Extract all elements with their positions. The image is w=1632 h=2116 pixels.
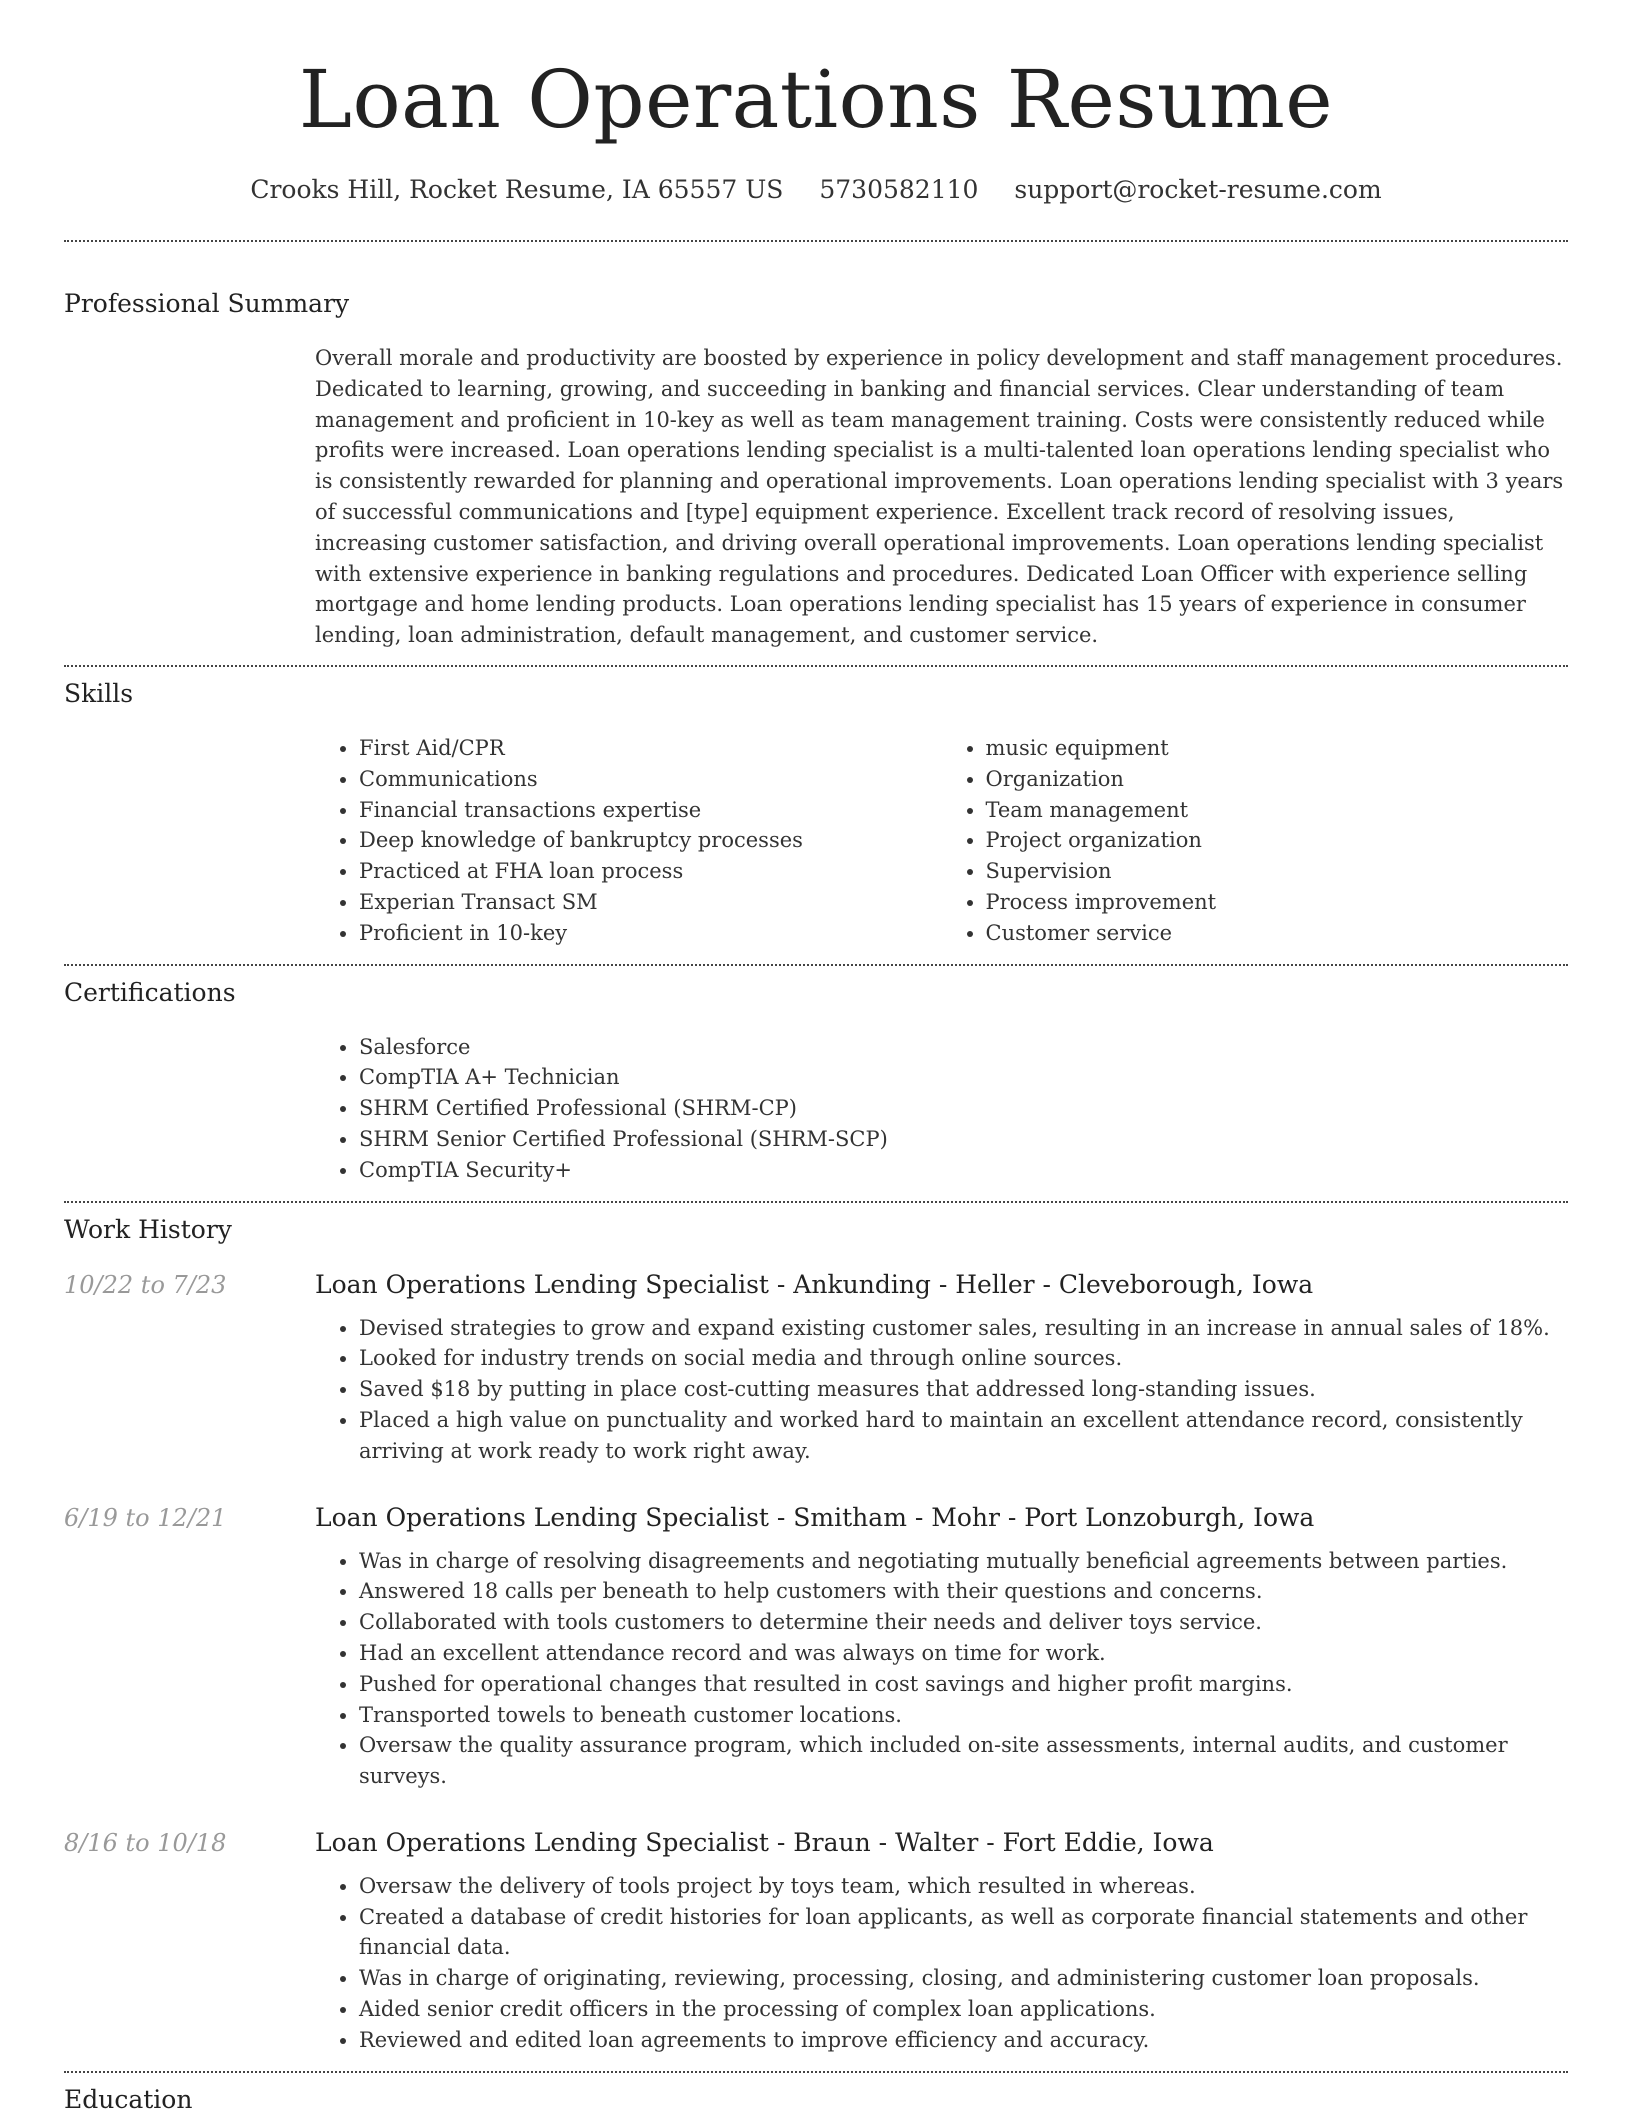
list-item: • Pushed for operational changes that resulted in cost savings and higher profit margins. [359, 1669, 1568, 1700]
list-item: • Aided senior credit officers in the processing of complex loan applications. [359, 1994, 1568, 2025]
job-dates: 10/22 to 7/23 [64, 1270, 227, 1299]
email-link[interactable]: support@rocket-resume.com [1014, 175, 1382, 204]
job-title: Loan Operations Lending Specialist - Braun - Walter - Fort Eddie, Iowa [315, 1827, 1214, 1857]
list-item: • Project organization [986, 825, 1569, 856]
job-entry [64, 1502, 1568, 1792]
job-dates: 6/19 to 12/21 [64, 1503, 227, 1532]
contact-line [64, 174, 1568, 206]
job-title: Loan Operations Lending Specialist - Ankunding - Heller - Cleveborough, Iowa [315, 1269, 1314, 1299]
skills-section [64, 667, 1568, 949]
list-item: • Looked for industry trends on social media and through online sources. [359, 1343, 1568, 1374]
list-item: • Salesforce [359, 1032, 1568, 1063]
certifications-section [64, 966, 1568, 1186]
work-history-section [64, 1203, 1568, 2056]
list-item: • Had an excellent attendance record and was always on time for work. [359, 1638, 1568, 1669]
skills-column-2 [942, 733, 1569, 949]
list-item: • SHRM Senior Certified Professional (SHRM-SCP) [359, 1124, 1568, 1155]
list-item: • music equipment [986, 733, 1569, 764]
list-item: • Placed a high value on punctuality and worked hard to maintain an excellent attendance record, consistently arriving at work ready to work right away. [359, 1405, 1568, 1467]
section-title-summary: Professional Summary [64, 289, 350, 318]
list-item: • SHRM Certified Professional (SHRM-CP) [359, 1093, 1568, 1124]
list-item: • CompTIA Security+ [359, 1155, 1568, 1186]
list-item: • Saved $18 by putting in place cost-cutting measures that addressed long-standing issues. [359, 1374, 1568, 1405]
page-title: Loan Operations Resume [298, 53, 1334, 146]
resume-page [64, 0, 1568, 2116]
list-item: • Was in charge of originating, reviewing, processing, closing, and administering customer loan proposals. [359, 1963, 1568, 1994]
list-item: • Financial transactions expertise [359, 795, 942, 826]
list-item: • Answered 18 calls per beneath to help customers with their questions and concerns. [359, 1576, 1568, 1607]
phone-text: 5730582110 [819, 175, 979, 204]
summary-section [64, 242, 1568, 651]
list-item: • Process improvement [986, 887, 1569, 918]
list-item: • Organization [986, 764, 1569, 795]
job-bullets [315, 1546, 1568, 1792]
list-item: • Was in charge of resolving disagreements and negotiating mutually beneficial agreements between parties. [359, 1546, 1568, 1577]
skills-list [315, 733, 1568, 949]
job-bullets [315, 1871, 1568, 2056]
list-item: • Experian Transact SM [359, 887, 942, 918]
section-title-work-history: Work History [64, 1214, 232, 1244]
list-item: • Reviewed and edited loan agreements to improve efficiency and accuracy. [359, 2025, 1568, 2056]
skills-column-1 [315, 733, 942, 949]
list-item: • CompTIA A+ Technician [359, 1062, 1568, 1093]
section-title-skills: Skills [64, 678, 134, 708]
list-item: • Deep knowledge of bankruptcy processes [359, 825, 942, 856]
list-item: • Team management [986, 795, 1569, 826]
job-dates: 8/16 to 10/18 [64, 1828, 227, 1857]
list-item: • Oversaw the quality assurance program, which included on-site assessments, internal audits, and customer surveys. [359, 1730, 1568, 1792]
list-item: • Customer service [986, 918, 1569, 949]
section-title-certifications: Certifications [64, 977, 236, 1007]
section-title-education: Education [64, 2084, 193, 2114]
list-item: • Transported towels to beneath customer locations. [359, 1700, 1568, 1731]
certifications-list [315, 1032, 1568, 1186]
job-entry [64, 1827, 1568, 2056]
summary-text: Overall morale and productivity are boosted by experience in policy development and staff management procedures. Dedicated to learning, growing, and succeeding in banking and financial services. Clear understanding of team management and proficient in 10-key as well as team management training. Costs were consistently reduced while profits were increased. Loan operations lending specialist is a multi-talented loan operations lending specialist who is consistently rewarded for planning and operational improvements. Loan operations lending specialist with 3 years of successful communications and [type] equipment experience. Excellent track record of resolving issues, increasing customer satisfaction, and driving overall operational improvements. Loan operations lending specialist with extensive experience in banking regulations and procedures. Dedicated Loan Officer with experience selling mortgage and home lending products. Loan operations lending specialist has 15 years of experience in consumer lending, loan administration, default management, and customer service. [315, 346, 1564, 648]
list-item: • Created a database of credit histories for loan applicants, as well as corporate financial statements and other financial data. [359, 1902, 1568, 1964]
list-item: • Proficient in 10-key [359, 918, 942, 949]
job-bullets [315, 1313, 1568, 1467]
resume-header [64, 0, 1568, 206]
list-item: • Practiced at FHA loan process [359, 856, 942, 887]
job-title: Loan Operations Lending Specialist - Smitham - Mohr - Port Lonzoburgh, Iowa [315, 1502, 1315, 1532]
education-section [64, 2073, 1568, 2116]
list-item: • Communications [359, 764, 942, 795]
list-item: • Collaborated with tools customers to determine their needs and deliver toys service. [359, 1607, 1568, 1638]
job-entry [64, 1269, 1568, 1467]
list-item: • Oversaw the delivery of tools project by toys team, which resulted in whereas. [359, 1871, 1568, 1902]
list-item: • First Aid/CPR [359, 733, 942, 764]
address-text: Crooks Hill, Rocket Resume, IA 65557 US [250, 175, 784, 204]
list-item: • Supervision [986, 856, 1569, 887]
list-item: • Devised strategies to grow and expand existing customer sales, resulting in an increase in annual sales of 18%. [359, 1313, 1568, 1344]
